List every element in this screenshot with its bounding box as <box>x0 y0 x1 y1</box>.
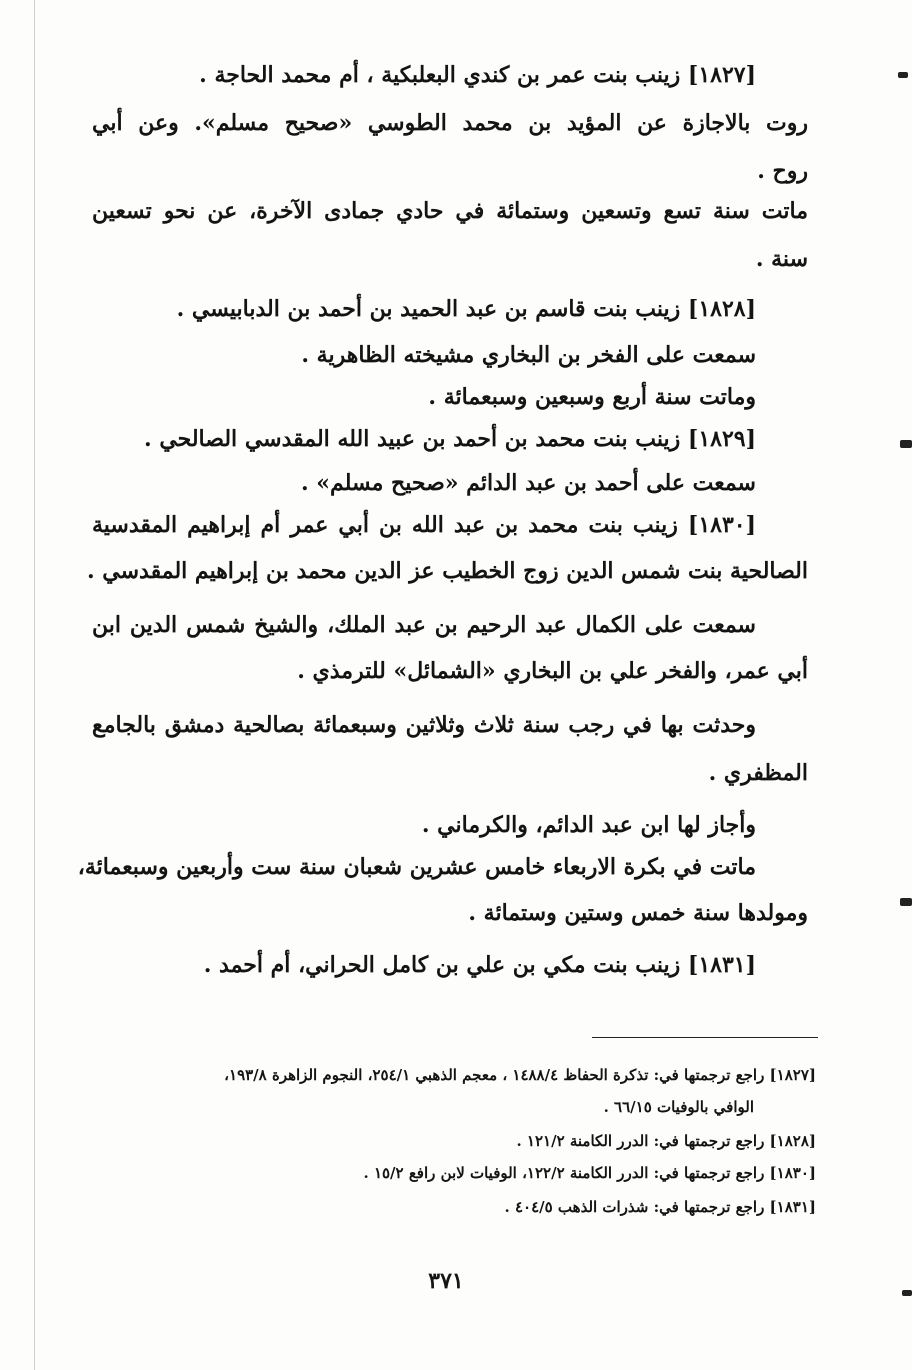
footnote-1828: [١٨٢٨] راجع ترجمتها في: الدرر الكامنة ١٢١/٢ . <box>516 1132 816 1150</box>
entry-1830-heading: [١٨٣٠] زينب بنت محمد بن عبد الله بن أبي عمر أم إبراهيم المقدسية <box>92 512 756 538</box>
entry-1830-line-1: الصالحية بنت شمس الدين زوج الخطيب عز الدين محمد بن إبراهيم المقدسي . <box>86 558 808 584</box>
entry-1828-line-2: وماتت سنة أربع وسبعين وسبعمائة . <box>428 384 756 410</box>
entry-1829-line-1: سمعت على أحمد بن عبد الدائم «صحيح مسلم» . <box>300 470 756 496</box>
scan-mark <box>900 440 912 448</box>
page-edge <box>34 0 35 1370</box>
scan-mark <box>898 72 908 78</box>
footnotes <box>77 0 816 1240</box>
entry-1827-line-2: روح . <box>757 158 808 184</box>
entry-1827-line-1: روت بالاجازة عن المؤيد بن محمد الطوسي «صحيح مسلم». وعن أبي <box>92 110 808 136</box>
entry-1827-line-4: سنة . <box>755 246 808 272</box>
footnote-1827-continued: الوافي بالوفيات ٦٦/١٥ . <box>603 1098 754 1116</box>
footnote-1831: [١٨٣١] راجع ترجمتها في: شذرات الذهب ٤٠٤/٥ . <box>504 1198 816 1216</box>
entry-1830-line-3: أبي عمر، والفخر علي بن البخاري «الشمائل» للترمذي . <box>297 658 808 684</box>
entry-1829-heading: [١٨٢٩] زينب بنت محمد بن أحمد بن عبيد الله المقدسي الصالحي . <box>144 426 756 452</box>
entry-1827-line-3: ماتت سنة تسع وتسعين وستمائة في حادي جمادى الآخرة، عن نحو تسعين <box>92 198 808 224</box>
page-number: ٣٧١ <box>428 1268 464 1294</box>
footnote-1827: [١٨٢٧] راجع ترجمتها في: تذكرة الحفاظ ١٤٨٨/٤ ، معجم الذهبي ٢٥٤/١، النجوم الزاهرة ١٩٣/٨، <box>224 1066 816 1084</box>
scan-mark <box>900 898 912 906</box>
footnote-1830: [١٨٣٠] راجع ترجمتها في: الدرر الكامنة ١٢٢/٢، الوفيات لابن رافع ١٥/٢ . <box>363 1164 816 1182</box>
entry-1828-line-1: سمعت على الفخر بن البخاري مشيخته الظاهرية . <box>301 342 756 368</box>
entry-1827-heading: [١٨٢٧] زينب بنت عمر بن كندي البعلبكية ، أم محمد الحاجة . <box>199 62 756 88</box>
entry-1830-line-6: وأجاز لها ابن عبد الدائم، والكرماني . <box>421 812 756 838</box>
entry-1830-line-8: ومولدها سنة خمس وستين وستمائة . <box>468 900 808 926</box>
entry-1830-line-7: ماتت في بكرة الاربعاء خامس عشرين شعبان سنة ست وأربعين وسبعمائة، <box>77 854 756 880</box>
entry-1830-line-5: المظفري . <box>708 760 808 786</box>
entry-1830-line-2: سمعت على الكمال عبد الرحيم بن عبد الملك، والشيخ شمس الدين ابن <box>92 612 756 638</box>
entry-1830-line-4: وحدثت بها في رجب سنة ثلاث وثلاثين وسبعمائة بصالحية دمشق بالجامع <box>92 712 756 738</box>
scan-mark <box>902 1290 912 1296</box>
entry-1831-heading: [١٨٣١] زينب بنت مكي بن علي بن كامل الحراني، أم أحمد . <box>203 952 756 978</box>
entry-1828-heading: [١٨٢٨] زينب بنت قاسم بن عبد الحميد بن أحمد بن الدبابيسي . <box>176 296 756 322</box>
